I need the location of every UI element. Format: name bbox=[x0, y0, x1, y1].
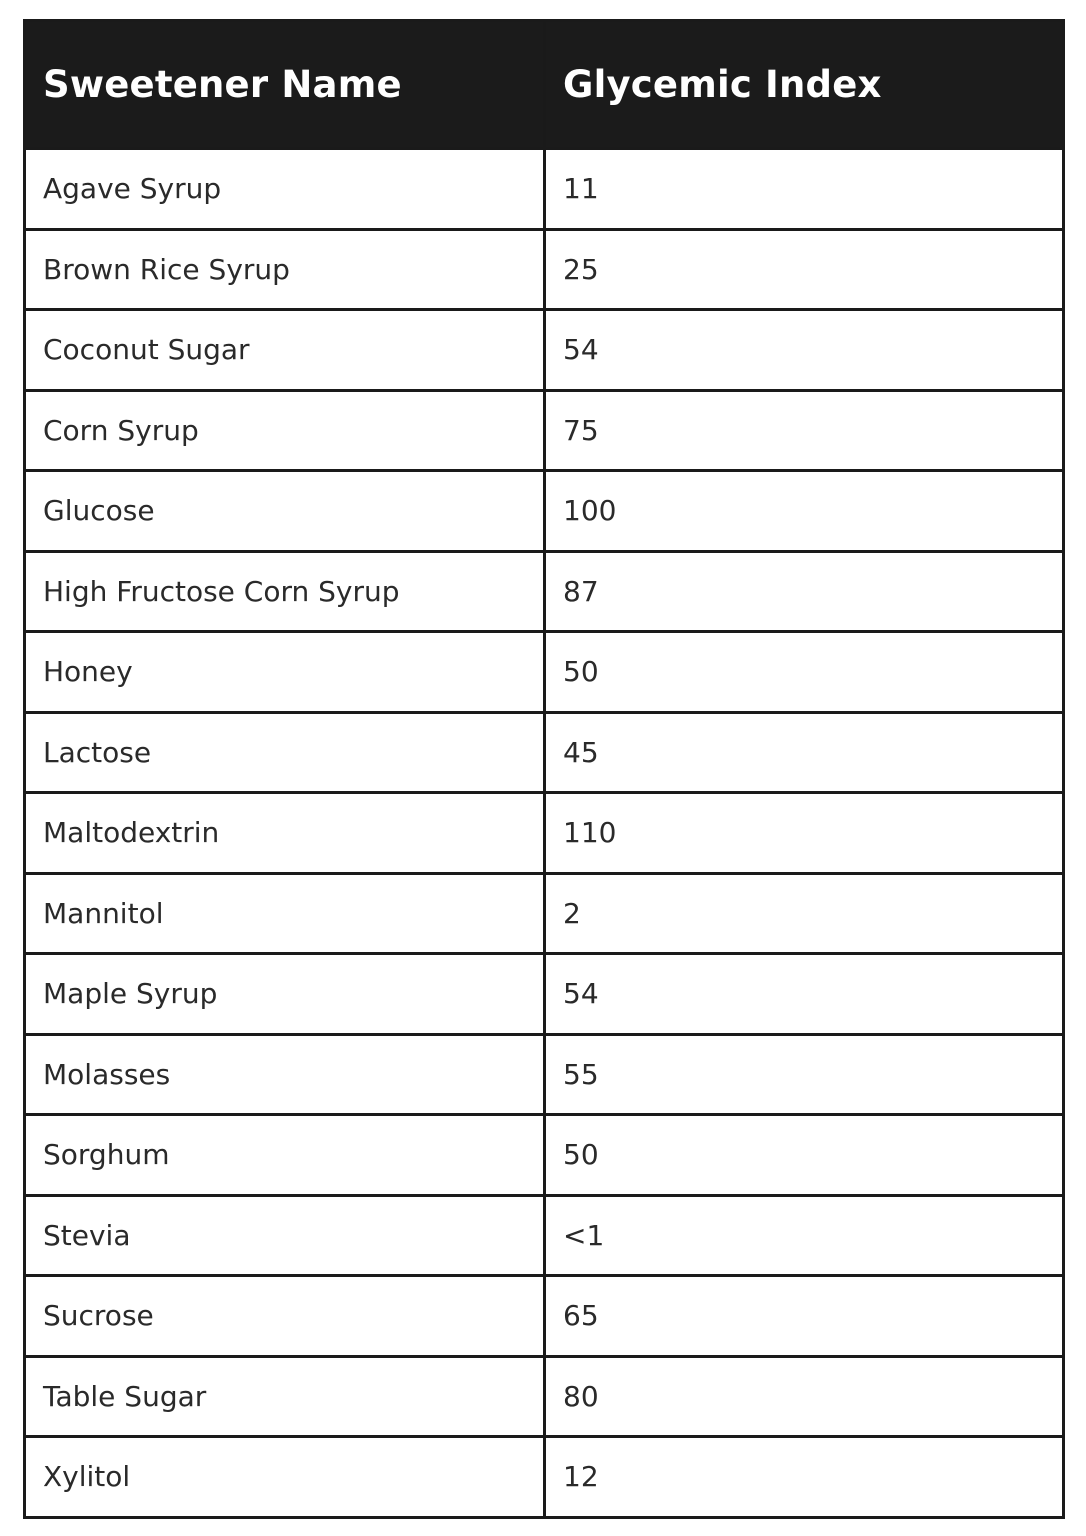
sweetener-name-cell: Xylitol bbox=[25, 1437, 545, 1518]
sweetener-name-cell: High Fructose Corn Syrup bbox=[25, 551, 545, 632]
sweetener-name-cell: Table Sugar bbox=[25, 1356, 545, 1437]
glycemic-index-cell: 110 bbox=[545, 793, 1064, 874]
table-row bbox=[25, 873, 1064, 954]
glycemic-index-cell: 87 bbox=[545, 551, 1064, 632]
sweetener-name-cell: Stevia bbox=[25, 1195, 545, 1276]
header-sweetener-name: Sweetener Name bbox=[25, 21, 545, 149]
glycemic-index-cell: 50 bbox=[545, 632, 1064, 713]
glycemic-index-cell: 80 bbox=[545, 1356, 1064, 1437]
sweetener-name-cell: Maltodextrin bbox=[25, 793, 545, 874]
table-row bbox=[25, 1195, 1064, 1276]
glycemic-index-cell: 50 bbox=[545, 1115, 1064, 1196]
table-row bbox=[25, 712, 1064, 793]
table-header bbox=[25, 21, 1064, 149]
sweetener-name-cell: Molasses bbox=[25, 1034, 545, 1115]
sweetener-name-cell: Coconut Sugar bbox=[25, 310, 545, 391]
glycemic-index-cell: 100 bbox=[545, 471, 1064, 552]
table-row bbox=[25, 551, 1064, 632]
table-row bbox=[25, 1115, 1064, 1196]
glycemic-index-cell: <1 bbox=[545, 1195, 1064, 1276]
sweetener-name-cell: Honey bbox=[25, 632, 545, 713]
glycemic-index-cell: 54 bbox=[545, 954, 1064, 1035]
table-row bbox=[25, 390, 1064, 471]
table-row bbox=[25, 793, 1064, 874]
table-row bbox=[25, 632, 1064, 713]
sweetener-name-cell: Brown Rice Syrup bbox=[25, 229, 545, 310]
table-row bbox=[25, 229, 1064, 310]
glycemic-index-cell: 25 bbox=[545, 229, 1064, 310]
table-row bbox=[25, 1437, 1064, 1518]
glycemic-index-table bbox=[23, 19, 1065, 1519]
sweetener-name-cell: Sucrose bbox=[25, 1276, 545, 1357]
table-row bbox=[25, 310, 1064, 391]
table-row bbox=[25, 471, 1064, 552]
table-row bbox=[25, 1356, 1064, 1437]
glycemic-index-sheet bbox=[23, 19, 1062, 1519]
glycemic-index-cell: 12 bbox=[545, 1437, 1064, 1518]
sweetener-name-cell: Corn Syrup bbox=[25, 390, 545, 471]
glycemic-index-cell: 45 bbox=[545, 712, 1064, 793]
glycemic-index-cell: 2 bbox=[545, 873, 1064, 954]
glycemic-index-cell: 54 bbox=[545, 310, 1064, 391]
sweetener-name-cell: Glucose bbox=[25, 471, 545, 552]
glycemic-index-cell: 75 bbox=[545, 390, 1064, 471]
sweetener-name-cell: Lactose bbox=[25, 712, 545, 793]
table-body bbox=[25, 149, 1064, 1518]
table-row bbox=[25, 954, 1064, 1035]
header-glycemic-index: Glycemic Index bbox=[545, 21, 1064, 149]
glycemic-index-cell: 65 bbox=[545, 1276, 1064, 1357]
sweetener-name-cell: Mannitol bbox=[25, 873, 545, 954]
header-row bbox=[25, 21, 1064, 149]
sweetener-name-cell: Sorghum bbox=[25, 1115, 545, 1196]
table-row bbox=[25, 1034, 1064, 1115]
sweetener-name-cell: Agave Syrup bbox=[25, 149, 545, 230]
glycemic-index-cell: 55 bbox=[545, 1034, 1064, 1115]
table-row bbox=[25, 1276, 1064, 1357]
table-row bbox=[25, 149, 1064, 230]
glycemic-index-cell: 11 bbox=[545, 149, 1064, 230]
sweetener-name-cell: Maple Syrup bbox=[25, 954, 545, 1035]
